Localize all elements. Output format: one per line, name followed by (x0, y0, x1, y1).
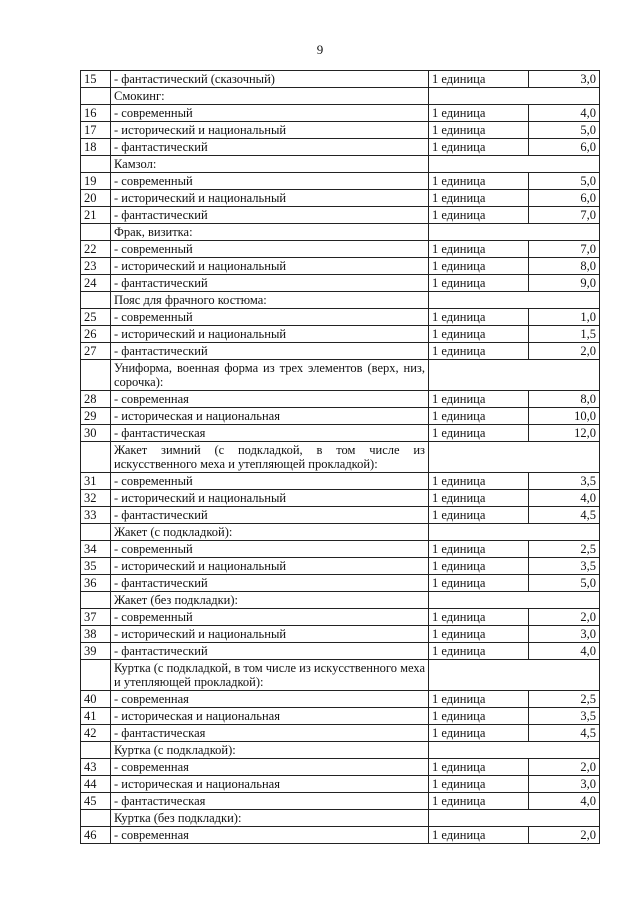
section-header-row (81, 660, 600, 691)
table-row (81, 391, 600, 408)
row-number: 33 (81, 507, 111, 524)
item-value: 6,0 (529, 190, 600, 207)
row-number: 19 (81, 173, 111, 190)
item-unit: 1 единица (429, 241, 529, 258)
section-header-row (81, 742, 600, 759)
item-unit: 1 единица (429, 558, 529, 575)
section-empty (429, 442, 600, 473)
item-name: - фантастический (111, 343, 429, 360)
item-unit: 1 единица (429, 122, 529, 139)
section-title: Жакет (с подкладкой): (111, 524, 429, 541)
section-title: Униформа, военная форма из трех элементов (верх, низ, сорочка): (111, 360, 429, 391)
item-name: - современная (111, 827, 429, 844)
item-name: - современная (111, 759, 429, 776)
table-row (81, 122, 600, 139)
item-name: - историческая и национальная (111, 776, 429, 793)
item-value: 3,0 (529, 71, 600, 88)
section-title: Пояс для фрачного костюма: (111, 292, 429, 309)
item-name: - фантастическая (111, 725, 429, 742)
item-name: - фантастический (111, 643, 429, 660)
section-title: Куртка (без подкладки): (111, 810, 429, 827)
section-empty (429, 292, 600, 309)
table-row (81, 241, 600, 258)
row-number: 25 (81, 309, 111, 326)
item-value: 2,0 (529, 827, 600, 844)
item-name: - современный (111, 473, 429, 490)
item-value: 1,0 (529, 309, 600, 326)
item-unit: 1 единица (429, 309, 529, 326)
row-number: 31 (81, 473, 111, 490)
row-number-empty (81, 592, 111, 609)
row-number: 35 (81, 558, 111, 575)
section-title: Жакет зимний (с подкладкой, в том числе из искусственного меха и утепляющей прокладкой): (111, 442, 429, 473)
row-number: 27 (81, 343, 111, 360)
row-number: 17 (81, 122, 111, 139)
row-number: 23 (81, 258, 111, 275)
row-number: 42 (81, 725, 111, 742)
item-value: 10,0 (529, 408, 600, 425)
section-header-row (81, 292, 600, 309)
item-unit: 1 единица (429, 691, 529, 708)
item-value: 7,0 (529, 207, 600, 224)
section-empty (429, 88, 600, 105)
item-unit: 1 единица (429, 776, 529, 793)
row-number: 26 (81, 326, 111, 343)
row-number-empty (81, 224, 111, 241)
row-number: 20 (81, 190, 111, 207)
item-unit: 1 единица (429, 105, 529, 122)
item-value: 8,0 (529, 258, 600, 275)
row-number-empty (81, 660, 111, 691)
item-unit: 1 единица (429, 541, 529, 558)
section-empty (429, 592, 600, 609)
item-value: 2,5 (529, 691, 600, 708)
section-title: Куртка (с подкладкой): (111, 742, 429, 759)
item-unit: 1 единица (429, 793, 529, 810)
table-row (81, 643, 600, 660)
row-number-empty (81, 524, 111, 541)
table-row (81, 207, 600, 224)
table-row (81, 776, 600, 793)
table-row (81, 408, 600, 425)
item-name: - историческая и национальная (111, 408, 429, 425)
item-name: - фантастический (111, 507, 429, 524)
section-header-row (81, 88, 600, 105)
table-row (81, 343, 600, 360)
table-row (81, 490, 600, 507)
row-number: 45 (81, 793, 111, 810)
item-name: - современный (111, 173, 429, 190)
section-title: Камзол: (111, 156, 429, 173)
item-value: 3,5 (529, 558, 600, 575)
item-unit: 1 единица (429, 173, 529, 190)
item-unit: 1 единица (429, 759, 529, 776)
page-number: 9 (316, 42, 324, 57)
section-header-row (81, 810, 600, 827)
item-unit: 1 единица (429, 408, 529, 425)
item-name: - фантастическая (111, 425, 429, 442)
section-title: Куртка (с подкладкой, в том числе из искусственного меха и утепляющей прокладкой): (111, 660, 429, 691)
item-unit: 1 единица (429, 207, 529, 224)
section-header-row (81, 224, 600, 241)
row-number: 21 (81, 207, 111, 224)
item-value: 4,5 (529, 725, 600, 742)
section-empty (429, 360, 600, 391)
row-number: 24 (81, 275, 111, 292)
row-number-empty (81, 156, 111, 173)
item-unit: 1 единица (429, 490, 529, 507)
section-empty (429, 224, 600, 241)
section-header-row (81, 524, 600, 541)
item-name: - современный (111, 241, 429, 258)
item-unit: 1 единица (429, 827, 529, 844)
item-name: - современный (111, 309, 429, 326)
item-value: 8,0 (529, 391, 600, 408)
row-number-empty (81, 442, 111, 473)
row-number: 29 (81, 408, 111, 425)
item-name: - исторический и национальный (111, 626, 429, 643)
table-row (81, 275, 600, 292)
item-unit: 1 единица (429, 643, 529, 660)
item-name: - исторический и национальный (111, 558, 429, 575)
table-row (81, 541, 600, 558)
item-unit: 1 единица (429, 626, 529, 643)
item-value: 6,0 (529, 139, 600, 156)
item-name: - современный (111, 541, 429, 558)
row-number: 44 (81, 776, 111, 793)
item-name: - исторический и национальный (111, 190, 429, 207)
row-number: 40 (81, 691, 111, 708)
row-number: 34 (81, 541, 111, 558)
item-value: 3,0 (529, 626, 600, 643)
row-number: 30 (81, 425, 111, 442)
row-number: 43 (81, 759, 111, 776)
item-unit: 1 единица (429, 343, 529, 360)
item-unit: 1 единица (429, 575, 529, 592)
item-unit: 1 единица (429, 190, 529, 207)
item-value: 2,0 (529, 759, 600, 776)
item-unit: 1 единица (429, 425, 529, 442)
table-row (81, 609, 600, 626)
item-name: - современный (111, 105, 429, 122)
row-number: 46 (81, 827, 111, 844)
table-row (81, 139, 600, 156)
row-number: 28 (81, 391, 111, 408)
row-number: 37 (81, 609, 111, 626)
item-name: - исторический и национальный (111, 122, 429, 139)
item-value: 12,0 (529, 425, 600, 442)
table-row (81, 326, 600, 343)
row-number-empty (81, 810, 111, 827)
item-name: - исторический и национальный (111, 490, 429, 507)
section-header-row (81, 156, 600, 173)
table-row (81, 258, 600, 275)
item-value: 3,0 (529, 776, 600, 793)
item-name: - исторический и национальный (111, 326, 429, 343)
row-number: 39 (81, 643, 111, 660)
section-empty (429, 156, 600, 173)
table-row (81, 558, 600, 575)
row-number: 32 (81, 490, 111, 507)
item-unit: 1 единица (429, 258, 529, 275)
table-row (81, 190, 600, 207)
item-unit: 1 единица (429, 473, 529, 490)
item-value: 2,0 (529, 609, 600, 626)
item-value: 4,0 (529, 793, 600, 810)
item-unit: 1 единица (429, 609, 529, 626)
item-unit: 1 единица (429, 71, 529, 88)
table-row (81, 708, 600, 725)
row-number-empty (81, 742, 111, 759)
row-number: 16 (81, 105, 111, 122)
section-title: Жакет (без подкладки): (111, 592, 429, 609)
row-number-empty (81, 88, 111, 105)
table-row (81, 425, 600, 442)
item-value: 5,0 (529, 122, 600, 139)
item-unit: 1 единица (429, 507, 529, 524)
item-name: - современная (111, 391, 429, 408)
row-number: 41 (81, 708, 111, 725)
row-number: 18 (81, 139, 111, 156)
price-table (80, 70, 600, 844)
row-number: 22 (81, 241, 111, 258)
table-row (81, 105, 600, 122)
section-title: Фрак, визитка: (111, 224, 429, 241)
item-name: - современная (111, 691, 429, 708)
table-row (81, 759, 600, 776)
item-name: - фантастическая (111, 793, 429, 810)
item-unit: 1 единица (429, 725, 529, 742)
item-value: 7,0 (529, 241, 600, 258)
item-value: 3,5 (529, 473, 600, 490)
item-value: 4,0 (529, 105, 600, 122)
item-value: 5,0 (529, 173, 600, 190)
table-row (81, 473, 600, 490)
item-name: - исторический и национальный (111, 258, 429, 275)
item-value: 5,0 (529, 575, 600, 592)
section-empty (429, 810, 600, 827)
item-value: 4,0 (529, 643, 600, 660)
section-empty (429, 742, 600, 759)
item-value: 4,5 (529, 507, 600, 524)
item-unit: 1 единица (429, 139, 529, 156)
item-name: - фантастический (111, 139, 429, 156)
table-row (81, 691, 600, 708)
table-row (81, 793, 600, 810)
table-row (81, 626, 600, 643)
item-unit: 1 единица (429, 275, 529, 292)
section-empty (429, 524, 600, 541)
row-number: 38 (81, 626, 111, 643)
item-value: 2,0 (529, 343, 600, 360)
table-row (81, 71, 600, 88)
section-empty (429, 660, 600, 691)
item-value: 2,5 (529, 541, 600, 558)
item-value: 9,0 (529, 275, 600, 292)
table-body (81, 71, 600, 844)
section-header-row (81, 360, 600, 391)
section-title: Смокинг: (111, 88, 429, 105)
item-value: 4,0 (529, 490, 600, 507)
table-row (81, 827, 600, 844)
item-name: - фантастический (111, 275, 429, 292)
item-value: 1,5 (529, 326, 600, 343)
row-number-empty (81, 360, 111, 391)
item-unit: 1 единица (429, 391, 529, 408)
table-row (81, 309, 600, 326)
table-row (81, 507, 600, 524)
item-unit: 1 единица (429, 708, 529, 725)
item-name: - современный (111, 609, 429, 626)
row-number: 15 (81, 71, 111, 88)
table-row (81, 725, 600, 742)
section-header-row (81, 592, 600, 609)
item-unit: 1 единица (429, 326, 529, 343)
item-name: - историческая и национальная (111, 708, 429, 725)
table-row (81, 575, 600, 592)
row-number: 36 (81, 575, 111, 592)
item-name: - фантастический (111, 207, 429, 224)
table-row (81, 173, 600, 190)
item-name: - фантастический (111, 575, 429, 592)
item-value: 3,5 (529, 708, 600, 725)
row-number-empty (81, 292, 111, 309)
item-name: - фантастический (сказочный) (111, 71, 429, 88)
section-header-row (81, 442, 600, 473)
